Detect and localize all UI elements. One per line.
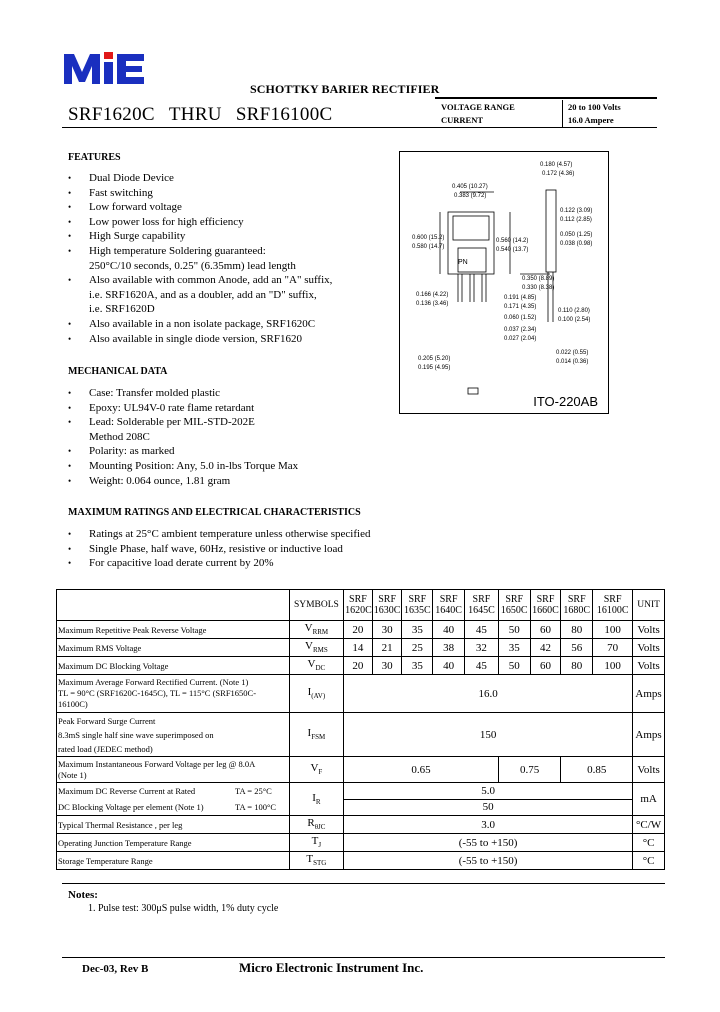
features-title: FEATURES — [68, 152, 121, 163]
param-cell: Maximum RMS Voltage — [57, 639, 290, 657]
pkg-dim: 0.112 (2.85) — [560, 217, 592, 223]
symbol-main: R — [307, 817, 315, 830]
symbol-cell — [289, 783, 343, 816]
mechanical-item: • Epoxy: UL94V-0 rate flame retardant — [68, 401, 298, 416]
param-cell — [57, 783, 290, 816]
symbol-sub: F — [318, 768, 323, 777]
symbol-main: V — [305, 640, 313, 653]
param-line: Maximum DC Reverse Current at Rated — [58, 786, 196, 796]
value-cell: 80 — [561, 621, 593, 639]
symbol-main: V — [307, 658, 316, 671]
condition-ta100: TA = 100°C — [235, 802, 277, 812]
package-drawing — [399, 151, 609, 414]
part-prefix: SRF — [567, 594, 586, 605]
symbol-main: V — [304, 622, 313, 635]
value-cell: 100 — [593, 621, 633, 639]
pkg-dim: 0.540 (13.7) — [496, 247, 529, 253]
pkg-dim: 0.037 (2.34) — [504, 327, 537, 333]
feature-item-cont: i.e. SRF1620D — [89, 303, 155, 316]
symbol-cell — [289, 852, 343, 870]
symbol-sub: (AV) — [311, 692, 326, 701]
part-prefix: SRF — [536, 594, 555, 605]
package-outline-diagram — [400, 152, 608, 413]
value-cell: 3.0 — [344, 816, 633, 834]
value-cell: 40 — [433, 621, 465, 639]
value-cell: 21 — [372, 639, 402, 657]
param-cell — [57, 675, 290, 713]
pkg-dim: 0.191 (4.85) — [504, 295, 537, 301]
part-to: SRF16100C — [235, 104, 333, 125]
part-col-header — [372, 590, 402, 621]
feature-item: • Also available with common Anode, add an "A" suffix, — [68, 273, 332, 288]
value-cell: 0.85 — [561, 757, 633, 783]
part-suffix: 1680C — [563, 605, 591, 616]
electrical-characteristics-table — [56, 589, 665, 870]
table-row-vdc — [57, 657, 665, 675]
mechanical-item: • Lead: Solderable per MIL-STD-202E — [68, 415, 298, 430]
pkg-dim: 0.350 (8.89) — [522, 276, 555, 282]
header-rule-main — [62, 127, 657, 128]
pkg-dim: 0.172 (4.36) — [542, 171, 575, 177]
part-from: SRF1620C — [68, 104, 155, 125]
value-cell: 50 — [498, 657, 530, 675]
symbol-cell — [289, 675, 343, 713]
feature-item: • High Surge capability — [68, 229, 332, 244]
unit-cell: mA — [633, 783, 665, 816]
param-cell: Storage Temperature Range — [57, 852, 290, 870]
part-col-header — [561, 590, 593, 621]
pkg-dim: 0.171 (4.35) — [504, 304, 537, 310]
part-number-range — [68, 104, 347, 126]
symbol-main: I — [307, 727, 312, 740]
unit-header: UNIT — [633, 590, 665, 621]
feature-item: • Dual Diode Device — [68, 171, 332, 186]
unit-cell: °C/W — [633, 816, 665, 834]
document-subtitle: SCHOTTKY BARIER RECTIFIER — [250, 82, 440, 96]
symbol-sub: FSM — [311, 733, 326, 742]
table-row-surge — [57, 713, 665, 757]
spec-value-voltage: 20 to 100 Volts — [568, 102, 621, 112]
part-col-header — [530, 590, 561, 621]
spec-value-current: 16.0 Ampere — [568, 115, 614, 125]
table-row-thermal — [57, 816, 665, 834]
symbol-cell — [289, 834, 343, 852]
part-suffix: 1635C — [404, 605, 431, 616]
symbol-main: V — [310, 762, 319, 775]
value-cell: 0.75 — [498, 757, 561, 783]
mechanical-item-cont: Method 208C — [89, 430, 150, 443]
part-prefix: SRF — [349, 594, 367, 605]
symbol-main: I — [312, 791, 316, 804]
value-cell: 42 — [530, 639, 561, 657]
pkg-dim: 0.195 (4.95) — [418, 365, 451, 371]
pkg-dim: 0.383 (9.72) — [454, 193, 487, 199]
table-header-row — [57, 590, 665, 621]
spec-label-current: CURRENT — [441, 115, 484, 125]
symbol-cell — [289, 639, 343, 657]
header-rule-top — [435, 97, 657, 99]
pkg-dim: 0.038 (0.98) — [560, 241, 593, 247]
condition-ta25: TA = 25°C — [235, 786, 272, 796]
part-col-header — [433, 590, 465, 621]
value-cell: 32 — [465, 639, 499, 657]
feature-item: • High temperature Soldering guaranteed: — [68, 244, 332, 259]
value-cell: 38 — [433, 639, 465, 657]
param-line: Peak Forward Surge Current — [58, 715, 156, 726]
symbol-cell — [289, 757, 343, 783]
symbols-header: SYMBOLS — [289, 590, 343, 621]
value-cell: 16.0 — [344, 675, 633, 713]
feature-item-cont: i.e. SRF1620A, and as a doubler, add an "D" suffix, — [89, 288, 317, 301]
param-cell: Operating Junction Temperature Range — [57, 834, 290, 852]
part-col-header — [593, 590, 633, 621]
pkg-dim: 0.180 (4.57) — [540, 162, 573, 168]
value-cell: 0.65 — [344, 757, 499, 783]
header-blank — [57, 590, 290, 621]
spec-label-voltage: VOLTAGE RANGE — [441, 102, 515, 112]
part-prefix: SRF — [378, 594, 397, 605]
param-cell: Maximum DC Blocking Voltage — [57, 657, 290, 675]
table-row-ir-25 — [57, 783, 665, 800]
part-col-header — [498, 590, 530, 621]
table-row-vrrm — [57, 621, 665, 639]
notes-rule — [62, 883, 665, 884]
part-suffix: 1660C — [532, 605, 559, 616]
value-cell: 60 — [530, 657, 561, 675]
pkg-dim: 0.166 (4.22) — [416, 292, 449, 298]
ratings-title: MAXIMUM RATINGS AND ELECTRICAL CHARACTERISTICS — [68, 507, 361, 518]
thru-word: THRU — [168, 104, 222, 125]
pkg-dim: 0.050 (1.25) — [560, 232, 593, 238]
param-line: (Note 1) — [58, 769, 87, 780]
value-cell: 35 — [402, 657, 433, 675]
table-row-tj — [57, 834, 665, 852]
part-prefix: SRF — [603, 594, 622, 605]
symbol-sub: RMS — [312, 646, 328, 655]
table-row-vrms — [57, 639, 665, 657]
unit-cell: Volts — [633, 639, 665, 657]
ratings-list — [68, 527, 370, 571]
symbol-sub: STG — [313, 859, 327, 868]
unit-cell: Amps — [633, 675, 665, 713]
part-suffix: 16100C — [596, 605, 629, 616]
param-line: DC Blocking Voltage per element (Note 1) — [58, 802, 204, 812]
symbol-sub: RRM — [312, 628, 329, 637]
part-col-header — [402, 590, 433, 621]
table-row-tstg — [57, 852, 665, 870]
footer-rule — [62, 957, 665, 958]
mechanical-title: MECHANICAL DATA — [68, 366, 168, 377]
feature-item: • Low power loss for high efficiency — [68, 215, 332, 230]
unit-cell: °C — [633, 834, 665, 852]
spec-divider — [562, 100, 563, 128]
param-line: 16100C) — [58, 699, 88, 709]
mechanical-item: • Weight: 0.064 ounce, 1.81 gram — [68, 474, 298, 489]
value-cell: 30 — [372, 657, 402, 675]
pkg-dim: 0.014 (0.36) — [556, 359, 589, 365]
value-cell: 20 — [344, 657, 373, 675]
value-cell: (-55 to +150) — [344, 834, 633, 852]
value-cell: 50 — [344, 799, 633, 816]
unit-cell: °C — [633, 852, 665, 870]
param-cell: Maximum Repetitive Peak Reverse Voltage — [57, 621, 290, 639]
part-prefix: SRF — [439, 594, 458, 605]
value-cell: 14 — [344, 639, 373, 657]
value-cell: 80 — [561, 657, 593, 675]
part-prefix: SRF — [408, 594, 427, 605]
param-line: Maximum Instantaneous Forward Voltage per leg @ 8.0A — [58, 758, 256, 769]
footer-company: Micro Electronic Instrument Inc. — [239, 960, 424, 975]
mechanical-list — [68, 386, 298, 488]
value-cell: 100 — [593, 657, 633, 675]
mechanical-item: • Mounting Position: Any, 5.0 in-lbs Torque Max — [68, 459, 298, 474]
feature-item-cont: 250°C/10 seconds, 0.25" (6.35mm) lead length — [89, 259, 296, 272]
symbol-main: I — [307, 686, 312, 699]
rating-item: • Single Phase, half wave, 60Hz, resistive or inductive load — [68, 542, 370, 557]
symbol-sub: J — [318, 841, 322, 850]
symbol-main: T — [311, 835, 319, 848]
pkg-dim: 0.110 (2.80) — [558, 308, 590, 314]
value-cell: 40 — [433, 657, 465, 675]
part-suffix: 1630C — [373, 605, 401, 616]
symbol-main: T — [306, 853, 314, 866]
unit-cell: Amps — [633, 713, 665, 757]
value-cell: 5.0 — [344, 783, 633, 800]
symbol-cell — [289, 713, 343, 757]
value-cell: 70 — [593, 639, 633, 657]
value-cell: 20 — [344, 621, 373, 639]
symbol-cell — [289, 657, 343, 675]
mechanical-item: • Case: Transfer molded plastic — [68, 386, 298, 401]
value-cell: 30 — [372, 621, 402, 639]
value-cell: 45 — [465, 621, 499, 639]
package-label: ITO-220AB — [533, 394, 598, 409]
features-list — [68, 171, 332, 346]
param-line: TL = 90°C (SRF1620C-1645C), TL = 115°C (SRF1650C- — [58, 688, 257, 698]
table-row-vf — [57, 757, 665, 783]
part-suffix: 1620C — [345, 605, 372, 616]
symbol-sub: θJC — [314, 823, 326, 832]
symbol-sub: DC — [315, 664, 326, 673]
value-cell: 45 — [465, 657, 499, 675]
footer-revision: Dec-03, Rev B — [82, 963, 149, 975]
note-item: 1. Pulse test: 300μS pulse width, 1% duty cycle — [88, 903, 279, 914]
value-cell: 35 — [402, 621, 433, 639]
value-cell: 150 — [344, 713, 633, 757]
param-cell — [57, 713, 290, 757]
feature-item: • Fast switching — [68, 186, 332, 201]
pkg-dim: 0.022 (0.55) — [556, 350, 589, 356]
value-cell: (-55 to +150) — [344, 852, 633, 870]
pkg-dim: 0.027 (2.04) — [504, 336, 537, 342]
notes-title: Notes: — [68, 889, 98, 901]
part-prefix: SRF — [505, 594, 524, 605]
pkg-dim: 0.122 (3.09) — [560, 208, 593, 214]
unit-cell: Volts — [633, 657, 665, 675]
part-col-header — [465, 590, 499, 621]
part-prefix: SRF — [472, 594, 491, 605]
rating-item: • Ratings at 25°C ambient temperature unless otherwise specified — [68, 527, 370, 542]
unit-cell: Volts — [633, 621, 665, 639]
param-line: Maximum Average Forward Rectified Current. (Note 1) — [58, 677, 249, 687]
param-line: 8.3mS single half sine wave superimposed on — [58, 729, 214, 740]
unit-cell: Volts — [633, 757, 665, 783]
symbol-sub: R — [315, 798, 321, 807]
pkg-dim: 0.560 (14.2) — [496, 238, 529, 244]
value-cell: 35 — [498, 639, 530, 657]
feature-item: • Also available in single diode version, SRF1620 — [68, 332, 332, 347]
pkg-dim: 0.600 (15.2) — [412, 235, 445, 241]
pkg-dim: 0.136 (3.46) — [416, 301, 449, 307]
param-cell — [57, 757, 290, 783]
pkg-dim: 0.100 (2.54) — [558, 317, 591, 323]
value-cell: 50 — [498, 621, 530, 639]
pkg-dim: 0.205 (5.20) — [418, 356, 451, 362]
rating-item: • For capacitive load derate current by 20% — [68, 556, 370, 571]
pkg-dim: 0.580 (14.7) — [412, 244, 445, 250]
symbol-cell — [289, 816, 343, 834]
pkg-dim: 0.330 (8.38) — [522, 285, 555, 291]
symbol-cell — [289, 621, 343, 639]
part-suffix: 1650C — [500, 605, 528, 616]
value-cell: 60 — [530, 621, 561, 639]
param-line: rated load (JEDEC method) — [58, 743, 153, 754]
company-logo — [62, 50, 146, 86]
value-cell: 25 — [402, 639, 433, 657]
feature-item: • Also available in a non isolate package, SRF1620C — [68, 317, 332, 332]
part-col-header — [344, 590, 373, 621]
pkg-dim: 0.405 (10.27) — [452, 184, 488, 190]
param-cell: Typical Thermal Resistance , per leg — [57, 816, 290, 834]
mechanical-item: • Polarity: as marked — [68, 444, 298, 459]
value-cell: 56 — [561, 639, 593, 657]
table-row-avg-current — [57, 675, 665, 713]
pkg-dim: 0.060 (1.52) — [504, 315, 537, 321]
feature-item: • Low forward voltage — [68, 200, 332, 215]
part-suffix: 1640C — [435, 605, 462, 616]
package-marking: PN — [458, 259, 468, 266]
part-suffix: 1645C — [468, 605, 495, 616]
